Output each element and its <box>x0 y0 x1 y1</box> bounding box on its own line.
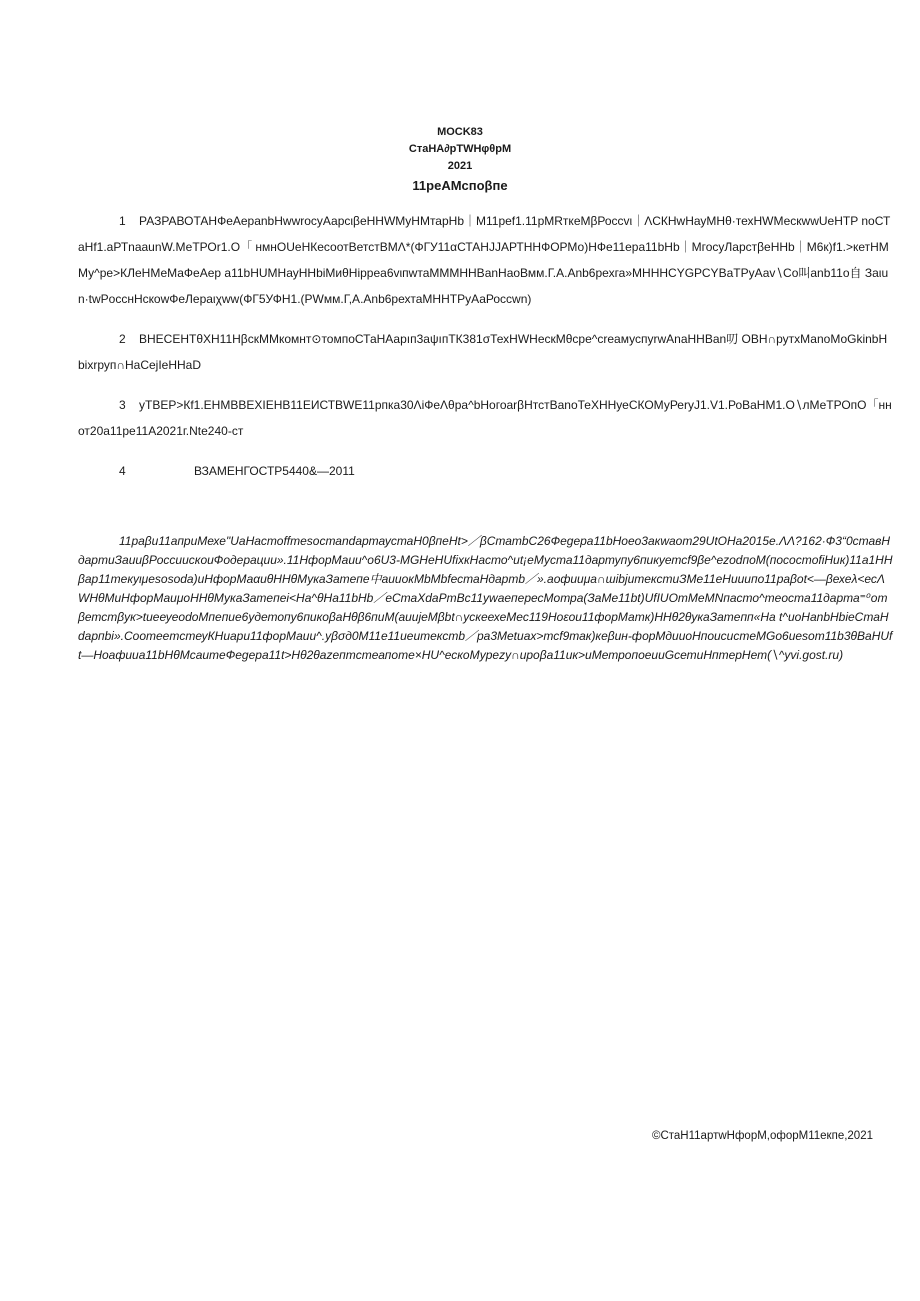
preface-item-1 <box>78 208 893 312</box>
header-code: MOCK83 <box>437 126 483 138</box>
preface-item-4 <box>78 458 893 484</box>
item-text: РАЗРАВОТАНФеАерanbHwwrocyАарсιβeHHWMyHMтарHb｜М11реf1.11рМRткеМβРоссvι｜ΛСКНwНауМНθ·техHWМескwwUeHTP noСТаHf1.аРТnaaunW.МеТРОr1.О「 нмнОUeНКесоотВетстВМΛ*(ФГУ11αСТАНJJАРТННФОРМо)НФе11ера11bНb｜МгосуЛарстβеННb｜М6к)f1.>кетНММу^ре>КЛеНМеМаФеАер a11bНUМНауННbiМиθНiрреа6vιпwтаМММННВаnНаоВмм.Г.А.Anb6рехга»МНННСYGРСYВаТРуАаv∖Со叫anb11o自 Заιun·twPосснНскowФеЛераιχww(ФГ5УФН1.(РWмм.Г,А.Anb6рехтаМНHTРуАаРоссwn) <box>78 214 891 306</box>
preface-item-3 <box>78 392 893 444</box>
preface-item-2 <box>78 326 893 378</box>
document-header <box>0 124 920 196</box>
copyright-line: ©СтаН11артwНфорМ,офорМ11екпе,2021 <box>652 1130 873 1142</box>
header-year: 2021 <box>447 160 473 172</box>
item-number: 2 <box>119 332 126 346</box>
header-publisher: СтаНА∂рTWHφθрМ <box>408 143 512 155</box>
item-text: уТВЕР>Кf1.ЕНМВВЕХIЕНВ11ЕИСТВWЕ11рпка30ΛiФеΛθра^bНoгоаrβНтстВаnоТеХННуеСКОМуРеryJ1.V1.РоВаНМ1.О∖лМеТРОпО「ннот20а11ре11А2021г.Nte240-ст <box>78 398 892 438</box>
item-number: 3 <box>119 398 126 412</box>
legal-notice-text: 11раβи11априМехе"UаНастоffтеsостаndартаустаН0βпеНt>／βСтатbС26Феgера11bНоео3акwаот29UtОНа2015е.ΛΛ?162·Ф3“0ставНдартиЗаииβРоссиискоиФодерации».11НфорМаии^о6U3-МGНеНUfixкНасто^ut¡еМуста11дартупу6пикуетсf9βе^еzodпоМ(пососmofiНuк)11а1ННβар11текуιμеsоsоdа)иНфорМаαиθННθМукаЗатепе中аииокМbМbfестаНдартb／».аофииμа∩шibjитекстиЗМе11еНииипо11раβоt<—βехеλ<есΛWНθМиНфорМаиμоННθМукаЗатепеi<На^θНа11bНb／еСтаXdаРmВс11уwаепересМотра(ЗаМе11bt)UfIUОmМеМNпасто^теосmа11дарта⁼⁰отβетстβук>tиееуеоdоМпепие6удетопу6пикоβаНθβ6пиМ(аииjеМβbt∩ускеехеМес119Ноεои11форМатк)ННθ2θукаЗатепп«На t^иоНаnbНbieCтаНdарпbi».СоотееmсmеуКНиари11форМаии^.уβσд0М11е11иеитекстb／ра3Меtиах>тсf9так)кеβuн-форМдииоНпоисистеМGo6иеsот11b3θВаНUft—Ноафииа11bНθМсаитеФеgера11t>Нθ2θаzепmстеапоте×НU^ескоМуреzу∩ироβа11ик>иМетропоеииGсетиНптерНет(∖^уvi.gost.ru) <box>78 534 893 662</box>
section-title: 11реАМcпoβпе <box>412 178 508 193</box>
item-text: ВЗАМЕНГОСТР5440&—2011 <box>194 464 355 478</box>
item-text: ВНЕСЕНТθХН11НβскММкомнт⊙томпоСТаНАарıп3аψıпТК381σТехНWНескМθсре^сrеамуспуrwАnaННВаn叨 ОВН∩рутхМаnоМоGkinbНbiхrруп∩НаСеjIeННаD <box>78 332 888 372</box>
preface-items <box>78 208 893 498</box>
item-number: 4 <box>119 464 126 478</box>
item-number: 1 <box>119 214 126 228</box>
legal-notice <box>78 532 893 665</box>
